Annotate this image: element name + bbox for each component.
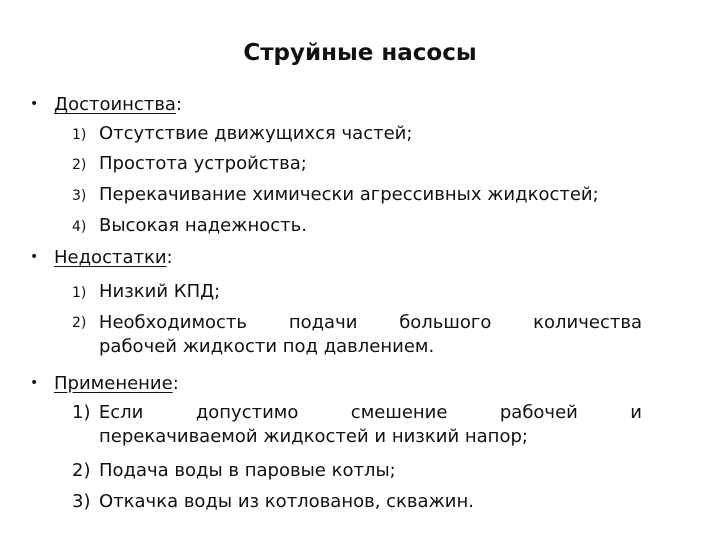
item-text-continuation: перекачиваемой жидкостей и низкий напор;: [99, 426, 528, 447]
list-item: [72, 459, 396, 483]
item-text: Отсутствие движущихся частей;: [99, 123, 413, 144]
item-text: Простота устройства;: [99, 153, 307, 174]
item-number: 2): [72, 460, 91, 481]
list-item: [72, 214, 307, 239]
section-heading-application: • Применение:: [30, 373, 179, 394]
item-text-continuation: рабочей жидкости под давлением.: [99, 336, 435, 357]
bullet-icon: •: [30, 249, 39, 265]
list-item: [72, 122, 412, 147]
list-item: [72, 280, 220, 305]
item-text: Низкий КПД;: [99, 281, 221, 302]
list-item: [72, 311, 642, 359]
item-number: 4): [72, 219, 87, 235]
item-number: 2): [72, 157, 87, 173]
list-item: [72, 183, 599, 208]
heading-text: Достоинства: [54, 94, 176, 115]
heading-text: Применение: [54, 373, 173, 394]
item-text: Высокая надежность.: [99, 215, 307, 236]
item-text: Подача воды в паровые котлы;: [99, 460, 396, 481]
list-item: [72, 401, 642, 449]
item-number: 1): [72, 285, 87, 301]
item-number: 1): [72, 127, 87, 143]
item-number: 3): [72, 491, 91, 512]
item-number: 3): [72, 188, 87, 204]
list-item: [72, 152, 307, 177]
item-text: Откачка воды из котлованов, скважин.: [99, 491, 474, 512]
list-item: [72, 490, 474, 514]
heading-text: Недостатки: [54, 247, 167, 268]
section-heading-disadvantages: • Недостатки:: [30, 247, 173, 268]
item-number: 1): [72, 402, 91, 423]
slide-title: Струйные насосы: [243, 40, 477, 66]
item-text: Перекачивание химически агрессивных жидкостей;: [99, 184, 599, 205]
item-text-line: Если допустимо смешение рабочей и: [98, 402, 642, 423]
item-text-line: Необходимость подачи большого количества: [98, 312, 642, 333]
section-heading-advantages: • Достоинства:: [30, 94, 183, 115]
bullet-icon: •: [30, 96, 39, 112]
item-number: 2): [72, 315, 87, 331]
bullet-icon: •: [30, 375, 39, 391]
